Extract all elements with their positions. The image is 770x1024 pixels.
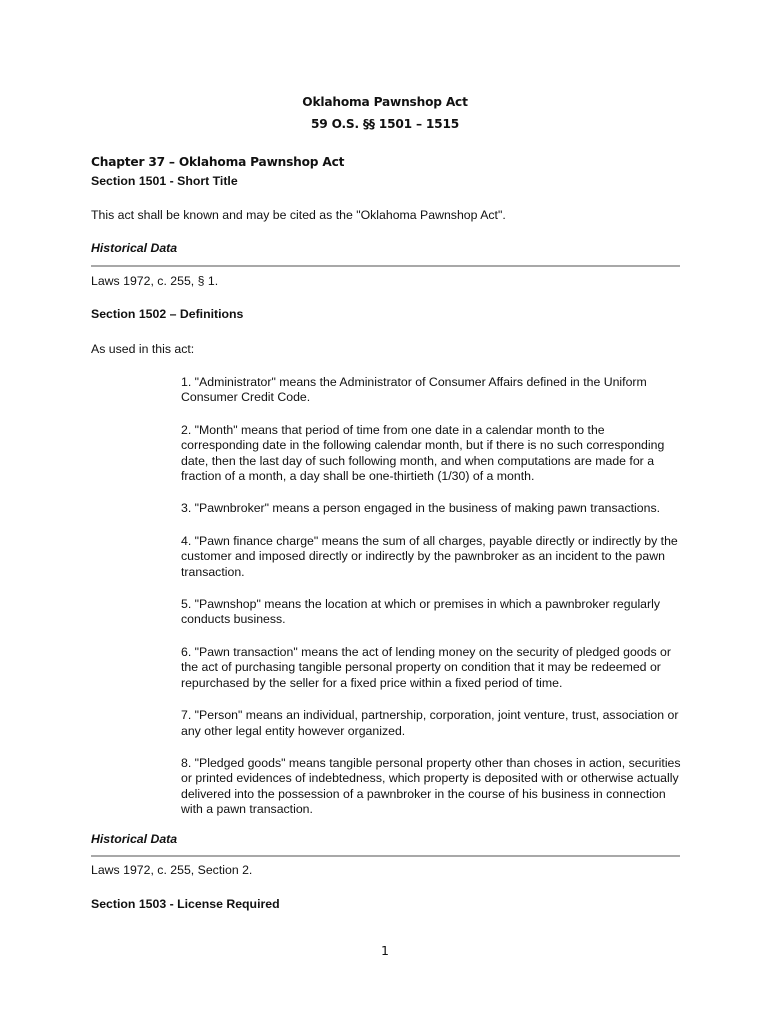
chapter-heading: Chapter 37 – Oklahoma Pawnshop Act — [91, 155, 345, 169]
historical-note: Laws 1972, c. 255, Section 2. — [91, 863, 253, 877]
definition-item: 5. "Pawnshop" means the location at which or premises in which a pawnbroker regularly conducts business. — [181, 597, 660, 627]
definition-item: 8. "Pledged goods" means tangible personal property other than choses in action, securities or printed evidences of indebtedness, which property is deposited with or otherwise actually delivered into the possession of a pawnbroker in the course of his business in connection with a pawn transaction. — [181, 755, 681, 817]
section-1501-body: This act shall be known and may be cited as the "Oklahoma Pawnshop Act". — [91, 208, 506, 222]
divider — [91, 265, 680, 267]
section-1502-intro: As used in this act: — [91, 342, 195, 356]
document-title: Oklahoma Pawnshop Act — [302, 95, 468, 109]
definition-item: 6. "Pawn transaction" means the act of lending money on the security of pledged goods or the act of purchasing tangible personal property on condition that it may be redeemed or repurchased by the seller for a fixed price within a fixed period of time. — [181, 644, 671, 690]
definition-item: 3. "Pawnbroker" means a person engaged in the business of making pawn transactions. — [181, 501, 661, 516]
section-1503-heading: Section 1503 - License Required — [91, 897, 280, 911]
historical-data-heading: Historical Data — [91, 241, 178, 255]
historical-data-heading: Historical Data — [91, 832, 178, 846]
section-1502-heading: Section 1502 – Definitions — [91, 307, 244, 321]
page-number: 1 — [381, 943, 389, 958]
definition-item: 4. "Pawn finance charge" means the sum of all charges, payable directly or indirectly by the customer and imposed directly or indirectly by the pawnbroker as an incident to the pawn transaction. — [181, 533, 678, 579]
historical-note: Laws 1972, c. 255, § 1. — [91, 274, 219, 288]
document-citation: 59 O.S. §§ 1501 – 1515 — [310, 117, 460, 131]
definition-item: 1. "Administrator" means the Administrator of Consumer Affairs defined in the Uniform Consumer Credit Code. — [181, 375, 647, 405]
section-1501-heading: Section 1501 - Short Title — [91, 174, 238, 188]
definition-item: 7. "Person" means an individual, partnership, corporation, joint venture, trust, association or any other legal entity however organized. — [181, 708, 679, 738]
definitions-list — [181, 375, 681, 835]
definition-item: 2. "Month" means that period of time from one date in a calendar month to the corresponding date in the following calendar month, but if there is no such corresponding date, then the last day of such following month, and when computations are made for a fraction of a month, a day shall be one-thirtieth (1/30) of a month. — [181, 422, 665, 484]
divider — [91, 855, 680, 857]
